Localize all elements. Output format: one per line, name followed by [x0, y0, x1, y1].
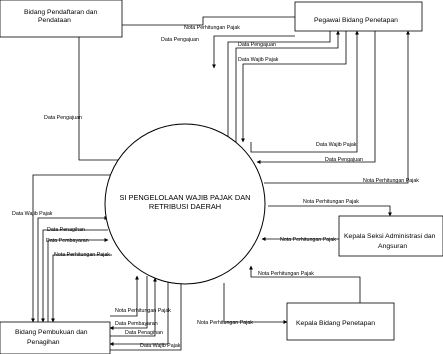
flow-line-left-1	[33, 175, 114, 322]
flow-line-left-2	[38, 218, 108, 322]
flow-label: Nota Perhitungan Pajak	[303, 199, 359, 205]
process-title-line2: RETRIBUSI DAERAH	[148, 202, 222, 211]
flow-line-pengajuan-top	[214, 36, 295, 68]
flow-label: Nota Perhitungan Pajak	[115, 308, 171, 314]
flow-line-pengajuan-left	[79, 37, 120, 160]
entity-label: Penagihan	[27, 339, 60, 346]
flow-line-nota-top	[122, 17, 316, 25]
flow-line-wajib-right	[251, 31, 357, 152]
flow-label: Data Penagihan	[47, 227, 85, 233]
flow-line-bottom-5	[110, 280, 181, 350]
entity-kepala-bidang	[287, 303, 394, 340]
entity-label: Bidang Pembukuan dan	[15, 329, 88, 336]
flow-label: Nota Perhitungan Pajak	[258, 271, 314, 277]
entity-label: Bidang Pendaftaran dan	[24, 9, 98, 16]
flow-line-left-5	[53, 255, 112, 322]
flow-line-bottom-3	[110, 278, 155, 336]
entity-label: Pegawai Bidang Penetapan	[314, 17, 398, 24]
flow-label: Nota Perhitungan Pajak	[363, 178, 419, 184]
flow-label: Data Wajib Pajak	[12, 211, 53, 217]
entity-label: Kepala Seksi Administrasi dan	[344, 233, 436, 240]
entity-kepala-seksi	[339, 216, 443, 256]
process-title-line1: SI PENGELOLAAN WAJIB PAJAK DAN	[119, 193, 251, 202]
flow-label: Data Wajib Pajak	[140, 343, 181, 349]
flow-label: Nota Perhitungan Pajak	[197, 320, 253, 326]
flow-label: Data Penagihan	[125, 330, 163, 336]
flow-label: Data Pembayaran	[46, 238, 89, 244]
flow-label: Data Pengajuan	[325, 157, 363, 163]
flow-label: Data Pembayaran	[115, 321, 158, 327]
flow-label: Nota Perhitungan Pajak	[184, 25, 240, 31]
flow-label: Data Pengajuan	[238, 42, 276, 48]
flow-label: Data Pengajuan	[44, 115, 82, 121]
process-si-pengelolaan	[105, 124, 265, 284]
flow-label: Data Wajib Pajak	[238, 57, 279, 63]
flow-line-nota-bidang-right	[224, 283, 287, 322]
flow-label: Nota Perhitungan Pajak	[54, 252, 110, 258]
entity-label: Kepala Bidang Penetapan	[296, 320, 375, 327]
entity-bidang-pembukuan	[0, 322, 110, 354]
flow-label: Data Pengajuan	[161, 37, 199, 43]
entity-label: Angsuran	[378, 243, 408, 250]
entity-label: Pendataan	[38, 17, 71, 24]
flow-label: Data Wajib Pajak	[316, 142, 357, 148]
flow-label: Nota Perhitungan Pajak	[280, 237, 336, 243]
entity-bidang-pendaftaran	[0, 0, 122, 37]
entity-pegawai-penetapan	[295, 2, 422, 31]
flow-line-nota-seksi-out	[268, 206, 390, 216]
